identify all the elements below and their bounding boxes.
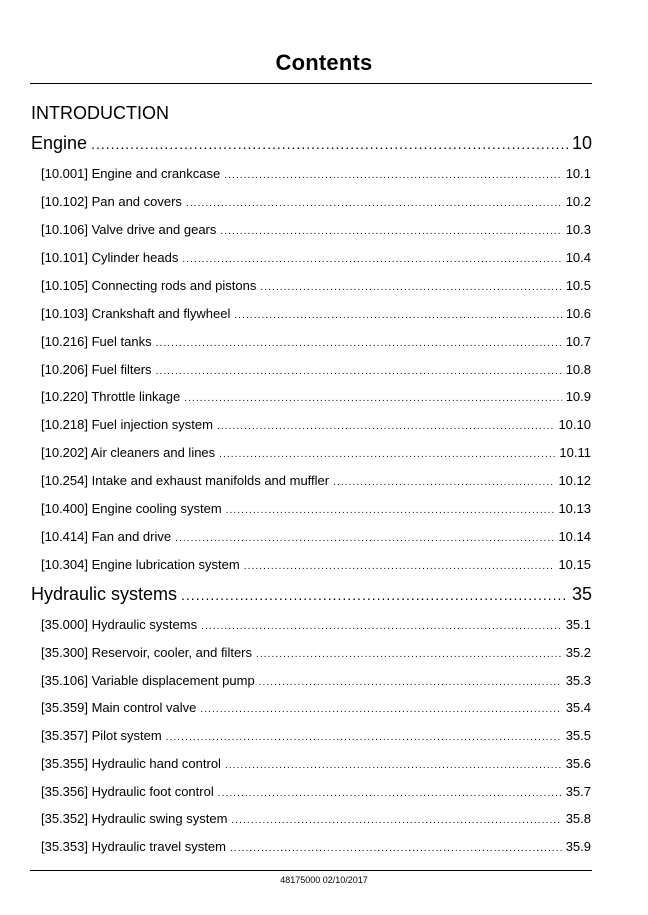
toc-entry-page-number: 10.11 <box>559 445 591 460</box>
toc-entry[interactable] <box>41 728 591 743</box>
toc-entry-page-number: 10.7 <box>565 334 591 349</box>
toc-entry-page-number: 35.2 <box>565 645 591 660</box>
toc-entry-label: [10.105] Connecting rods and pistons <box>41 278 257 293</box>
dot-leader <box>260 282 561 293</box>
toc-entry[interactable] <box>41 362 591 377</box>
toc-entry[interactable] <box>41 700 591 715</box>
toc-section[interactable] <box>31 584 592 605</box>
footer-divider <box>30 870 592 871</box>
dot-leader <box>224 170 561 181</box>
dot-leader <box>234 310 561 321</box>
toc-entry-page-number: 35.7 <box>565 784 591 799</box>
dot-leader <box>175 533 554 544</box>
toc-entry-page-number: 10.13 <box>558 501 591 516</box>
toc-entry-page-number: 10.6 <box>565 306 591 321</box>
dot-leader <box>220 226 561 237</box>
toc-entry[interactable] <box>41 784 591 799</box>
toc-entry-label: [10.414] Fan and drive <box>41 529 172 544</box>
toc-entry-page-number: 10.10 <box>558 417 591 432</box>
dot-leader <box>181 587 568 603</box>
dot-leader <box>156 338 562 349</box>
toc-section-page-number: 35 <box>571 584 592 604</box>
toc-entry-label: [10.106] Valve drive and gears <box>41 222 217 237</box>
dot-leader <box>230 843 562 854</box>
toc-entry[interactable] <box>41 389 591 404</box>
toc-entry-label: [35.353] Hydraulic travel system <box>41 839 226 854</box>
toc-entry[interactable] <box>41 445 591 460</box>
toc-entry-page-number: 10.9 <box>565 389 591 404</box>
toc-entry-label: [35.357] Pilot system <box>41 728 162 743</box>
toc-entry[interactable] <box>41 756 591 771</box>
dot-leader <box>184 393 561 404</box>
toc-section-page-number: 10 <box>571 133 592 153</box>
dot-leader <box>186 198 562 209</box>
toc-entry-page-number: 10.3 <box>565 222 591 237</box>
dot-leader <box>156 366 562 377</box>
toc-entry[interactable] <box>41 645 591 660</box>
toc-entry-label: [35.356] Hydraulic foot control <box>41 784 214 799</box>
toc-entry[interactable] <box>41 501 591 516</box>
toc-entry[interactable] <box>41 529 591 544</box>
toc-entry-page-number: 10.14 <box>558 529 591 544</box>
dot-leader <box>259 677 562 688</box>
toc-entry-label: [35.300] Reservoir, cooler, and filters <box>41 645 253 660</box>
dot-leader <box>256 649 562 660</box>
dot-leader <box>182 254 561 265</box>
toc-entry-label: [10.103] Crankshaft and flywheel <box>41 306 231 321</box>
toc-entry-page-number: 10.1 <box>565 166 591 181</box>
dot-leader <box>91 136 568 152</box>
toc-entry-page-number: 35.3 <box>565 673 591 688</box>
toc-entry-label: [10.206] Fuel filters <box>41 362 152 377</box>
toc-entry-label: [10.254] Intake and exhaust manifolds and muffler <box>41 473 330 488</box>
toc-entry-label: [10.400] Engine cooling system <box>41 501 222 516</box>
toc-entry[interactable] <box>41 557 591 572</box>
toc-entry[interactable] <box>41 811 591 826</box>
toc-entry-page-number: 10.12 <box>558 473 591 488</box>
toc-entry[interactable] <box>41 839 591 854</box>
toc-entry-label: [35.359] Main control valve <box>41 700 197 715</box>
toc-entry[interactable] <box>41 278 591 293</box>
toc-entry[interactable] <box>41 222 591 237</box>
dot-leader <box>218 788 562 799</box>
toc-entry[interactable] <box>41 673 591 688</box>
toc-section[interactable] <box>31 133 592 154</box>
toc-entry-page-number: 10.5 <box>565 278 591 293</box>
toc-entry-label: [10.304] Engine lubrication system <box>41 557 240 572</box>
toc-entry-page-number: 35.8 <box>565 811 591 826</box>
toc-entry-page-number: 35.4 <box>565 700 591 715</box>
dot-leader <box>201 621 562 632</box>
dot-leader <box>200 704 561 715</box>
dot-leader <box>166 732 562 743</box>
toc-entry[interactable] <box>41 166 591 181</box>
toc-entry-label: [10.216] Fuel tanks <box>41 334 152 349</box>
dot-leader <box>219 449 555 460</box>
toc-entry[interactable] <box>41 194 591 209</box>
toc-entry[interactable] <box>41 306 591 321</box>
toc-entry-label: [10.001] Engine and crankcase <box>41 166 221 181</box>
toc-entry-page-number: 35.6 <box>565 756 591 771</box>
toc-section-label: Hydraulic systems <box>31 584 178 604</box>
document-footer: 48175000 02/10/2017 <box>280 875 368 885</box>
toc-entry-page-number: 10.8 <box>565 362 591 377</box>
toc-entry-page-number: 10.4 <box>565 250 591 265</box>
dot-leader <box>333 477 554 488</box>
toc-entry-label: [35.352] Hydraulic swing system <box>41 811 228 826</box>
toc-entry-page-number: 35.5 <box>565 728 591 743</box>
toc-entry-label: [35.000] Hydraulic systems <box>41 617 198 632</box>
toc-entry[interactable] <box>41 334 591 349</box>
title-divider <box>30 83 592 84</box>
toc-entry-label: [35.106] Variable displacement pump <box>41 673 255 688</box>
dot-leader <box>217 421 554 432</box>
page-title: Contents <box>275 50 373 75</box>
toc-entry-label: [10.218] Fuel injection system <box>41 417 213 432</box>
toc-entry[interactable] <box>41 250 591 265</box>
toc-introduction[interactable]: INTRODUCTION <box>31 103 169 123</box>
toc-entry[interactable] <box>41 473 591 488</box>
toc-entry-page-number: 10.15 <box>558 557 591 572</box>
toc-entry[interactable] <box>41 617 591 632</box>
toc-entry-page-number: 35.9 <box>565 839 591 854</box>
toc-entry-page-number: 35.1 <box>565 617 591 632</box>
toc-entry-label: [35.355] Hydraulic hand control <box>41 756 221 771</box>
dot-leader <box>226 505 555 516</box>
toc-entry[interactable] <box>41 417 591 432</box>
dot-leader <box>244 561 555 572</box>
toc-entry-label: [10.102] Pan and covers <box>41 194 182 209</box>
dot-leader <box>225 760 562 771</box>
toc-entry-label: [10.101] Cylinder heads <box>41 250 179 265</box>
toc-section-label: Engine <box>31 133 88 153</box>
dot-leader <box>231 815 561 826</box>
toc-entry-label: [10.220] Throttle linkage <box>41 389 181 404</box>
toc-entry-label: [10.202] Air cleaners and lines <box>41 445 216 460</box>
toc-entry-page-number: 10.2 <box>565 194 591 209</box>
